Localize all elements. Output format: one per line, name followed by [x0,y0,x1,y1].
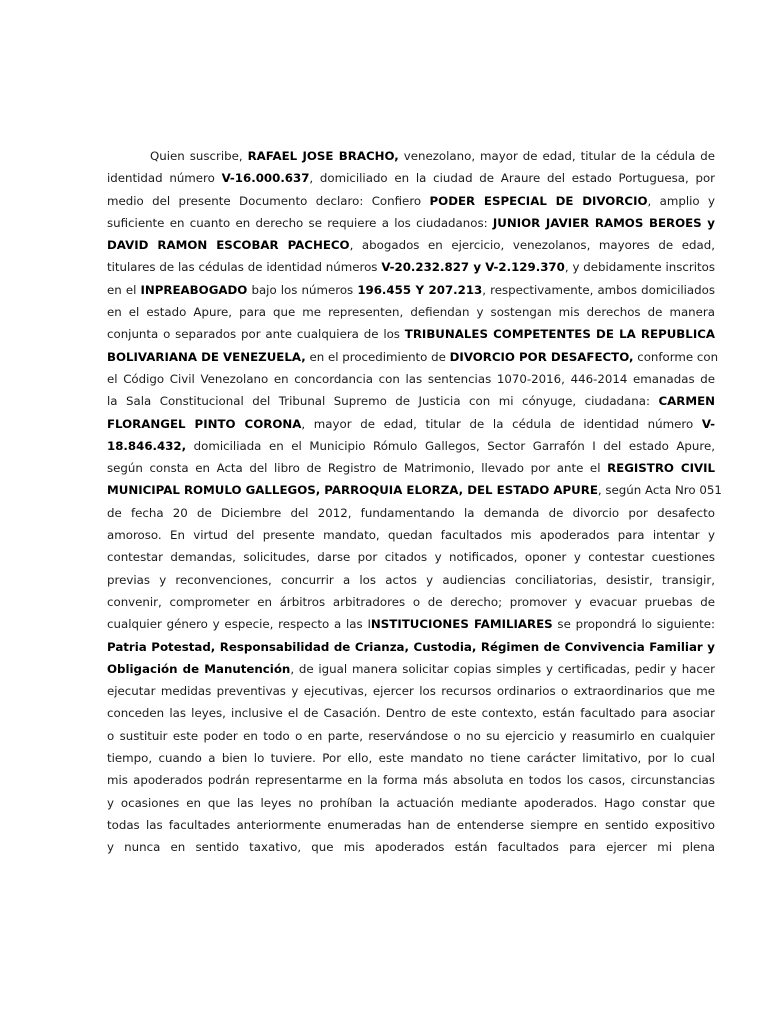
document-line [107,792,715,814]
document-line [107,591,715,613]
text-run: en el procedimiento de [305,349,450,364]
bold-text-run: REGISTRO CIVIL [607,461,715,476]
bold-text-run: TRIBUNALES COMPETENTES DE LA REPUBLICA [404,327,715,342]
bold-text-run: V-20.232.827 y V-2.129.370 [381,260,565,275]
text-run: , respectivamente, ambos domiciliados [482,282,715,297]
document-line [107,769,715,791]
bold-text-run: 18.846.432, [107,438,187,453]
document-line [107,145,715,167]
document-line [107,524,715,546]
text-run: contestar demandas, solicitudes, darse por citados y notificados, oponer y contestar cuestiones [107,550,715,565]
text-run: , amplio y [647,193,716,208]
text-run: bajo los números [247,282,358,297]
bold-text-run: NSTITUCIONES FAMILIARES [370,617,553,632]
text-run: previas y reconvenciones, concurrir a los actos y audiencias conciliatorias, desistir, transigir, [107,572,715,587]
bold-text-run: Obligación de Manutención [107,661,291,676]
text-run: se propondrá lo siguiente: [552,617,715,632]
document-line [107,836,715,858]
document-line [107,301,715,323]
text-run: , domiciliado en la ciudad de Araure del estado Portuguesa, por [309,171,716,186]
bold-text-run: MUNICIPAL ROMULO GALLEGOS, PARROQUIA ELORZA, DEL ESTADO APURE [107,483,598,498]
text-run: en el [107,282,141,297]
document-line [107,256,715,278]
text-run: venezolano, mayor de edad, titular de la cédula de [398,149,715,163]
text-run: , y debidamente inscritos [564,260,715,275]
text-run: o sustituir este poder en todo o en parte, reservándose o no su ejercicio y reasumirlo en cualquier [107,728,715,743]
document-line [107,390,715,412]
document-body [107,145,722,859]
document-line [107,457,715,479]
text-run: conforme con [633,349,719,364]
text-run: identidad número [107,171,222,186]
bold-text-run: Patria Potestad, Responsabilidad de Crianza, Custodia, Régimen de Convivencia Familiar y [107,639,715,654]
bold-text-run: RAFAEL JOSE BRACHO, [247,149,399,163]
text-run: conjunta o separados por ante cualquiera de los [107,327,405,342]
text-run: , mayor de edad, titular de la cédula de identidad número [301,416,702,431]
document-line [107,212,715,234]
text-run: domiciliada en el Municipio Rómulo Gallegos, Sector Garrafón I del estado Apure, [186,438,715,453]
document-line [107,479,722,501]
document-line [107,435,715,457]
document-line [107,279,715,301]
document-line [107,814,715,836]
bold-text-run: JUNIOR JAVIER RAMOS BEROES y [492,215,715,230]
text-run: Quien suscribe, [150,149,248,163]
document-line [107,680,715,702]
bold-text-run: V- [701,416,715,431]
document-line [107,346,719,368]
document-line [107,234,715,256]
document-line [107,502,715,524]
text-run: cualquier género y especie, respecto a las I [107,617,371,632]
bold-text-run: CARMEN [658,394,715,409]
text-run: tiempo, cuando a bien lo tuviere. Por ello, este mandato no tiene carácter limitativo, por lo cual [107,751,715,766]
text-run: , según Acta Nro 051 [597,483,722,498]
document-line [107,569,715,591]
document-line [107,190,715,212]
text-run: convenir, comprometer en árbitros arbitradores o de derecho; promover y evacuar pruebas de [107,594,715,609]
document-line [107,323,715,345]
document-line [107,546,715,568]
bold-text-run: PODER ESPECIAL DE DIVORCIO [429,193,648,208]
document-line [107,413,715,435]
document-line [107,725,715,747]
document-line [107,702,715,724]
text-run: titulares de las cédulas de identidad números [107,260,382,275]
text-run: medio del presente Documento declaro: Confiero [107,193,430,208]
text-run: y nunca en sentido taxativo, que mis apoderados están facultados para ejercer mi plena [107,840,715,855]
document-line [107,658,715,680]
bold-text-run: DAVID RAMON ESCOBAR PACHECO [107,238,350,253]
bold-text-run: DIVORCIO POR DESAFECTO, [449,349,634,364]
bold-text-run: 196.455 Y 207.213 [357,282,483,297]
document-line [107,167,715,189]
text-run: ejecutar medidas preventivas y ejecutivas, ejercer los recursos ordinarios o extraordinarios que me [107,684,715,699]
text-run: en el estado Apure, para que me representen, defiendan y sostengan mis derechos de manera [107,305,715,320]
text-run: , de igual manera solicitar copias simples y certificadas, pedir y hacer [290,661,715,676]
text-run: suficiente en cuanto en derecho se requiere a los ciudadanos: [107,215,493,230]
text-run: conceden las leyes, inclusive el de Casación. Dentro de este contexto, están facultado para asociar [107,706,715,721]
document-line [107,747,715,769]
text-run: mis apoderados podrán representarme en la forma más absoluta en todos los casos, circunstancias [107,773,715,788]
document-line [107,368,715,390]
text-run: según consta en Acta del libro de Registro de Matrimonio, llevado por ante el [107,461,608,476]
text-run: amoroso. En virtud del presente mandato, quedan facultados mis apoderados para intentar y [107,528,715,543]
text-run: y ocasiones en que las leyes no prohíban la actuación mediante apoderados. Hago constar que [107,795,715,810]
bold-text-run: V-16.000.637 [221,171,310,186]
bold-text-run: INPREABOGADO [140,282,248,297]
text-run: de fecha 20 de Diciembre del 2012, fundamentando la demanda de divorcio por desafecto [107,505,715,520]
bold-text-run: BOLIVARIANA DE VENEZUELA, [107,349,306,364]
text-run: la Sala Constitucional del Tribunal Supremo de Justicia con mi cónyuge, ciudadana: [107,394,659,409]
bold-text-run: FLORANGEL PINTO CORONA [107,416,302,431]
text-run: todas las facultades anteriormente enumeradas han de entenderse siempre en sentido expositivo [107,817,715,832]
document-line [107,613,715,635]
text-run: , abogados en ejercicio, venezolanos, mayores de edad, [349,238,715,253]
document-line [107,636,715,658]
text-run: el Código Civil Venezolano en concordancia con las sentencias 1070-2016, 446-2014 emanadas de [107,371,715,386]
